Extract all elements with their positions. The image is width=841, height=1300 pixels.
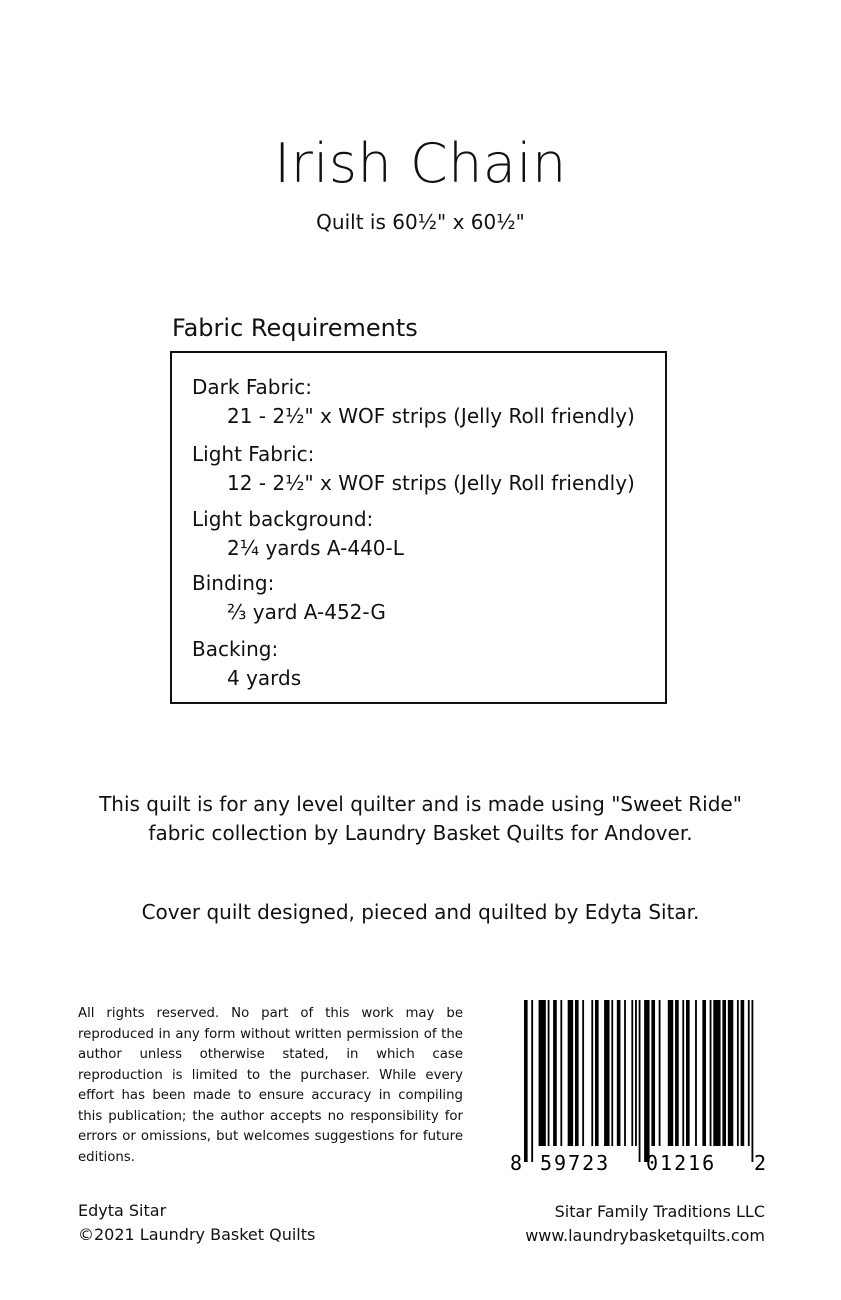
rights-notice: All rights reserved. No part of this work may be reproduced in any form without written permission of the author unless otherwise stated, in which case reproduction is limited to the purchaser. While every effort has been made to ensure accuracy in compiling this publication; the author accepts no responsibility for errors or omissions, but welcomes suggestions for future editions. [78,1006,463,1165]
copyright: ©2021 Laundry Basket Quilts [78,1225,316,1244]
requirement-value: ⅔ yard A-452-G [227,600,386,624]
page-title: Irish Chain [274,132,567,195]
requirement-light-fabric [192,440,635,497]
requirement-value: 4 yards [227,666,302,690]
requirement-label: Light background: [192,507,374,531]
barcode-group-1: 59723 [540,1151,611,1175]
requirement-label: Backing: [192,637,279,661]
quilt-size: Quilt is 60½" x 60½" [316,210,525,234]
requirement-backing [192,635,301,692]
fabric-requirements-box [170,351,667,704]
requirement-label: Binding: [192,571,275,595]
requirement-dark-fabric [192,373,635,430]
website-link[interactable]: www.laundrybasketquilts.com [525,1226,765,1245]
company-name: Sitar Family Traditions LLC [554,1202,765,1221]
requirement-label: Light Fabric: [192,442,315,466]
barcode-icon [510,998,766,1178]
barcode-last-digit: 2 [754,1151,766,1175]
description-line: This quilt is for any level quilter and is made using "Sweet Ride" [99,792,742,816]
requirement-value: 21 - 2½" x WOF strips (Jelly Roll friendly) [227,404,635,428]
description-line: fabric collection by Laundry Basket Quilts for Andover. [148,821,693,845]
author-block [78,1199,315,1247]
barcode-first-digit: 8 [510,1151,523,1175]
barcode-group-2: 01216 [646,1151,717,1175]
cover-credit: Cover quilt designed, pieced and quilted by Edyta Sitar. [141,900,700,924]
requirement-value: 2¼ yards A-440-L [227,536,404,560]
requirement-value: 12 - 2½" x WOF strips (Jelly Roll friendly) [227,471,635,495]
quilt-description [0,790,841,848]
fabric-requirements-heading: Fabric Requirements [172,314,418,342]
requirement-light-background [192,505,404,562]
requirement-binding [192,569,386,626]
author-name: Edyta Sitar [78,1201,167,1220]
requirement-label: Dark Fabric: [192,375,312,399]
company-block [525,1200,765,1248]
